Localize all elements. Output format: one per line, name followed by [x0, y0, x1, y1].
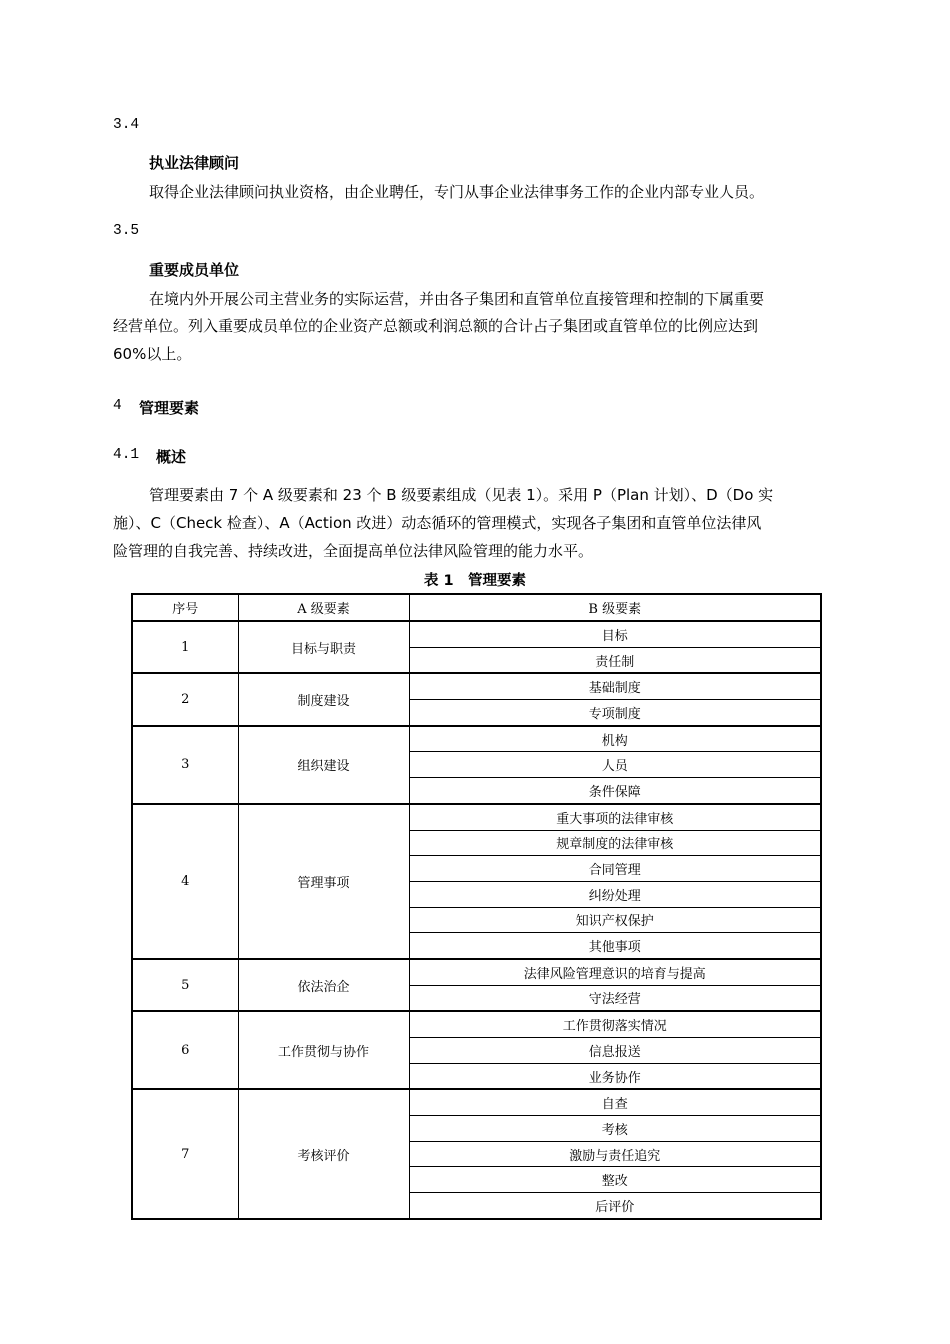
- a-element-cell: 考核评价: [238, 1089, 409, 1218]
- section-body-line: 60%以上。: [113, 345, 192, 363]
- table-row: [132, 673, 821, 699]
- b-element-cell: 重大事项的法律审核: [409, 804, 821, 830]
- b-element-cell: 守法经营: [409, 985, 821, 1011]
- b-element-cell: 信息报送: [409, 1038, 821, 1064]
- b-element-cell: 规章制度的法律审核: [409, 830, 821, 856]
- table-row: [132, 726, 821, 752]
- b-element-cell: 知识产权保护: [409, 907, 821, 933]
- section-number: 3.5: [113, 223, 140, 239]
- table-caption: 表 1 管理要素: [423, 573, 527, 589]
- b-element-cell: 专项制度: [409, 700, 821, 726]
- management-elements-table: [131, 593, 822, 1220]
- section-body-line: 经营单位。列入重要成员单位的企业资产总额或利润总额的合计占子集团或直管单位的比例应达到: [113, 317, 759, 335]
- a-element-cell: 工作贯彻与协作: [238, 1011, 409, 1089]
- b-element-cell: 整改: [409, 1167, 821, 1193]
- row-number-cell: 4: [132, 804, 238, 959]
- section-number: 3.4: [113, 117, 140, 133]
- subsection-body-line: 险管理的自我完善、持续改进，全面提高单位法律风险管理的能力水平。: [113, 542, 594, 560]
- table-row: [132, 1011, 821, 1037]
- b-element-cell: 人员: [409, 752, 821, 778]
- row-number-cell: 3: [132, 726, 238, 804]
- b-element-cell: 目标: [409, 621, 821, 647]
- section-body-line: 在境内外开展公司主营业务的实际运营，并由各子集团和直管单位直接管理和控制的下属重要: [149, 290, 765, 308]
- b-element-cell: 责任制: [409, 647, 821, 673]
- section-title: 执业法律顾问: [149, 154, 240, 172]
- a-element-cell: 依法治企: [238, 959, 409, 1011]
- row-number-cell: 7: [132, 1089, 238, 1218]
- table-row: [132, 1089, 821, 1115]
- b-element-cell: 自查: [409, 1089, 821, 1115]
- column-header: B 级要素: [409, 594, 821, 621]
- b-element-cell: 条件保障: [409, 778, 821, 804]
- a-element-cell: 制度建设: [238, 673, 409, 725]
- row-number-cell: 1: [132, 621, 238, 673]
- b-element-cell: 激励与责任追究: [409, 1141, 821, 1167]
- subsection-body-line: 施）、C（Check 检查）、A（Action 改进）动态循环的管理模式，实现各子集团和直管单位法律风: [113, 514, 762, 532]
- table-row: [132, 804, 821, 830]
- b-element-cell: 其他事项: [409, 933, 821, 959]
- a-element-cell: 管理事项: [238, 804, 409, 959]
- table-header-row: [132, 594, 821, 621]
- a-element-cell: 组织建设: [238, 726, 409, 804]
- column-header: A 级要素: [238, 594, 409, 621]
- row-number-cell: 2: [132, 673, 238, 725]
- table-row: [132, 621, 821, 647]
- subsection-title: 概述: [156, 448, 187, 466]
- b-element-cell: 考核: [409, 1116, 821, 1142]
- b-element-cell: 后评价: [409, 1193, 821, 1219]
- section-body: 取得企业法律顾问执业资格，由企业聘任，专门从事企业法律事务工作的企业内部专业人员。: [149, 183, 765, 201]
- b-element-cell: 基础制度: [409, 673, 821, 699]
- a-element-cell: 目标与职责: [238, 621, 409, 673]
- column-header: 序号: [132, 594, 238, 621]
- b-element-cell: 合同管理: [409, 856, 821, 882]
- b-element-cell: 法律风险管理意识的培育与提高: [409, 959, 821, 985]
- chapter-title: 管理要素: [139, 399, 200, 417]
- table-row: [132, 959, 821, 985]
- section-title: 重要成员单位: [149, 261, 240, 279]
- subsection-number: 4.1: [113, 447, 140, 463]
- chapter-number: 4: [113, 398, 122, 414]
- b-element-cell: 工作贯彻落实情况: [409, 1011, 821, 1037]
- row-number-cell: 5: [132, 959, 238, 1011]
- b-element-cell: 业务协作: [409, 1063, 821, 1089]
- b-element-cell: 纠纷处理: [409, 881, 821, 907]
- b-element-cell: 机构: [409, 726, 821, 752]
- subsection-body-line: 管理要素由 7 个 A 级要素和 23 个 B 级要素组成（见表 1）。采用 P（Plan 计划）、D（Do 实: [149, 486, 774, 504]
- row-number-cell: 6: [132, 1011, 238, 1089]
